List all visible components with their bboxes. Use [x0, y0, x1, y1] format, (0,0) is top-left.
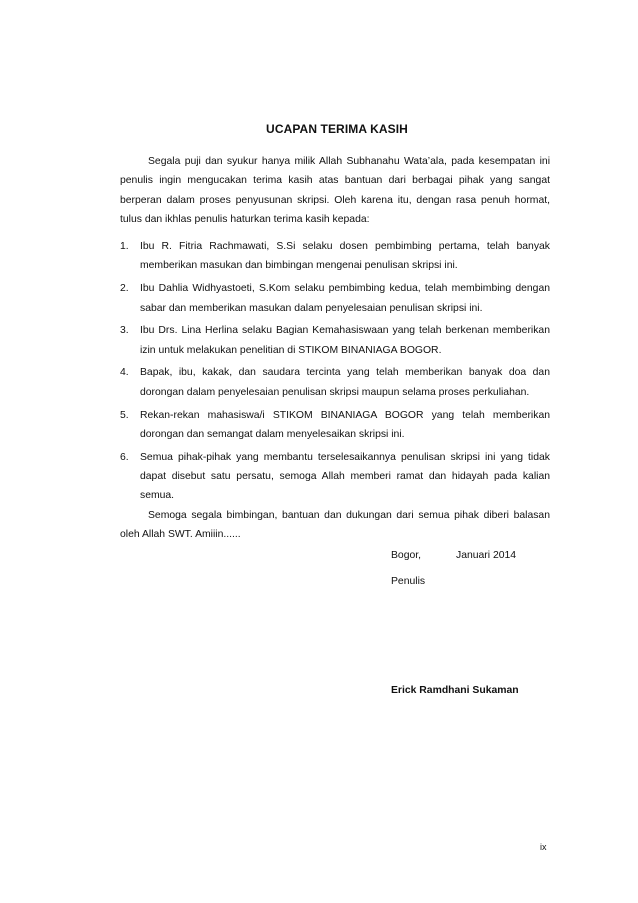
- list-item: [120, 279, 550, 318]
- signature-name: Erick Ramdhani Sukaman: [391, 685, 519, 696]
- list-item-number: 6.: [120, 451, 129, 463]
- list-item: [120, 321, 550, 360]
- list-item-text: Bapak, ibu, kakak, dan saudara tercinta yang telah memberikan banyak doa dan dorongan dalam penyelesaian penulisan skripsi maupun selama proses perkuliahan.: [140, 367, 550, 398]
- signature-place-date: [391, 550, 517, 561]
- list-item-number: 3.: [120, 325, 129, 337]
- signature-place: Bogor,: [391, 550, 422, 561]
- list-item-number: 2.: [120, 283, 129, 295]
- list-item-text: Rekan-rekan mahasiswa/i STIKOM BINANIAGA BOGOR yang telah memberikan dorongan dan semangat dalam menyelesaikan skripsi ini.: [140, 409, 550, 440]
- list-item-text: Semua pihak-pihak yang membantu terselesaikannya penulisan skripsi ini yang tidak dapat disebut satu persatu, semoga Allah memberi ramat dan hidayah pada kalian semua.: [140, 451, 550, 502]
- acknowledgement-body: [120, 152, 550, 545]
- list-item-number: 4.: [120, 367, 129, 379]
- list-item-text: Ibu R. Fitria Rachmawati, S.Si selaku dosen pembimbing pertama, telah banyak memberikan masukan dan bimbingan mengenai penulisan skripsi ini.: [140, 241, 550, 272]
- list-item: [120, 237, 550, 276]
- list-item-text: Ibu Drs. Lina Herlina selaku Bagian Kemahasiswaan yang telah berkenan memberikan izin untuk melakukan penelitian di STIKOM BINANIAGA BOGOR.: [140, 325, 550, 356]
- list-item-number: 1.: [120, 241, 129, 253]
- list-item: [120, 363, 550, 402]
- acknowledgement-list: [120, 237, 550, 505]
- closing-paragraph: Semoga segala bimbingan, bantuan dan dukungan dari semua pihak diberi balasan oleh Allah SWT. Amiiin......: [120, 510, 550, 541]
- page-number: ix: [540, 842, 547, 852]
- list-item-text: Ibu Dahlia Widhyastoeti, S.Kom selaku pembimbing kedua, telah membimbing dengan sabar dan memberikan masukan dalam penyelesaian penulisan skripsi ini.: [140, 283, 550, 314]
- list-item-number: 5.: [120, 409, 129, 421]
- list-item: [120, 448, 550, 506]
- page-title: UCAPAN TERIMA KASIH: [266, 122, 408, 136]
- signature-date: Januari 2014: [456, 550, 517, 561]
- intro-paragraph: Segala puji dan syukur hanya milik Allah Subhanahu Wata’ala, pada kesempatan ini penulis ingin mengucakan terima kasih atas bantuan dari berbagai pihak yang sangat berperan dalam proses penyusunan skripsi. Oleh karena itu, dengan rasa penuh hormat, tulus dan ikhlas penulis haturkan terima kasih kepada:: [120, 156, 550, 225]
- list-item: [120, 406, 550, 445]
- signature-role: Penulis: [391, 576, 426, 587]
